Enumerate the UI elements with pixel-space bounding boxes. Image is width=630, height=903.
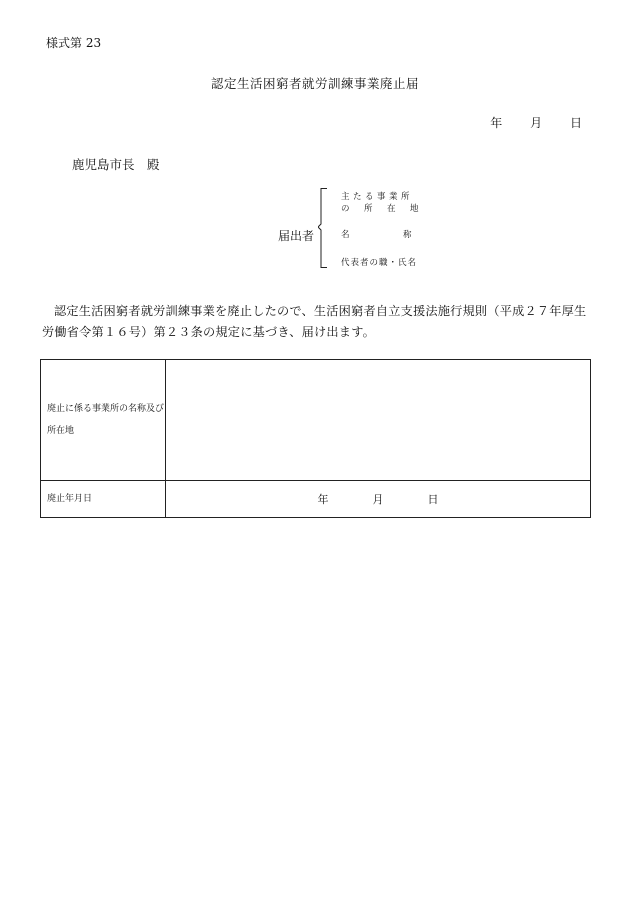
recipient: 鹿児島市長 殿 [72, 157, 160, 172]
submission-date [490, 114, 582, 131]
representative-field: 代表者の職・氏名 [341, 258, 418, 268]
office-address-char: 所 [364, 204, 373, 214]
office-address-label-line2 [341, 203, 433, 215]
submitter-bracket [318, 188, 328, 268]
date-year-label: 年 [490, 116, 503, 130]
notice-body: 認定生活困窮者就労訓練事業を廃止したので、生活困窮者自立支援法施行規則（平成２７年厚生労働省令第１６号）第２３条の規定に基づき、届け出ます。 [42, 304, 587, 339]
abolition-date-input[interactable] [166, 481, 591, 518]
form-number: 様式第 23 [46, 36, 102, 50]
document-title: 認定生活困窮者就労訓練事業廃止届 [210, 76, 419, 91]
name-label-first: 名 [341, 230, 351, 240]
abolition-year-label: 年 [317, 493, 329, 506]
office-address-char: 地 [410, 204, 419, 214]
table-row [41, 481, 591, 518]
office-name-address-input[interactable] [166, 360, 591, 481]
table-row [41, 360, 591, 481]
office-address-label-line1: 主たる事業所 [341, 192, 414, 202]
submitter-label: 届出者 [278, 229, 315, 243]
abolition-day-label: 日 [427, 493, 439, 506]
date-day-label: 日 [569, 116, 582, 130]
abolition-details-table [40, 359, 591, 518]
abolition-month-label: 月 [372, 493, 384, 506]
name-field [341, 229, 413, 241]
date-month-label: 月 [530, 116, 543, 130]
office-name-address-label: 廃止に係る事業所の名称及び所在地 [41, 360, 166, 481]
abolition-date-label: 廃止年月日 [41, 481, 166, 518]
office-address-field [341, 191, 433, 215]
office-address-char: 在 [387, 204, 396, 214]
name-label-second: 称 [403, 230, 413, 240]
office-address-char: の [341, 204, 350, 214]
